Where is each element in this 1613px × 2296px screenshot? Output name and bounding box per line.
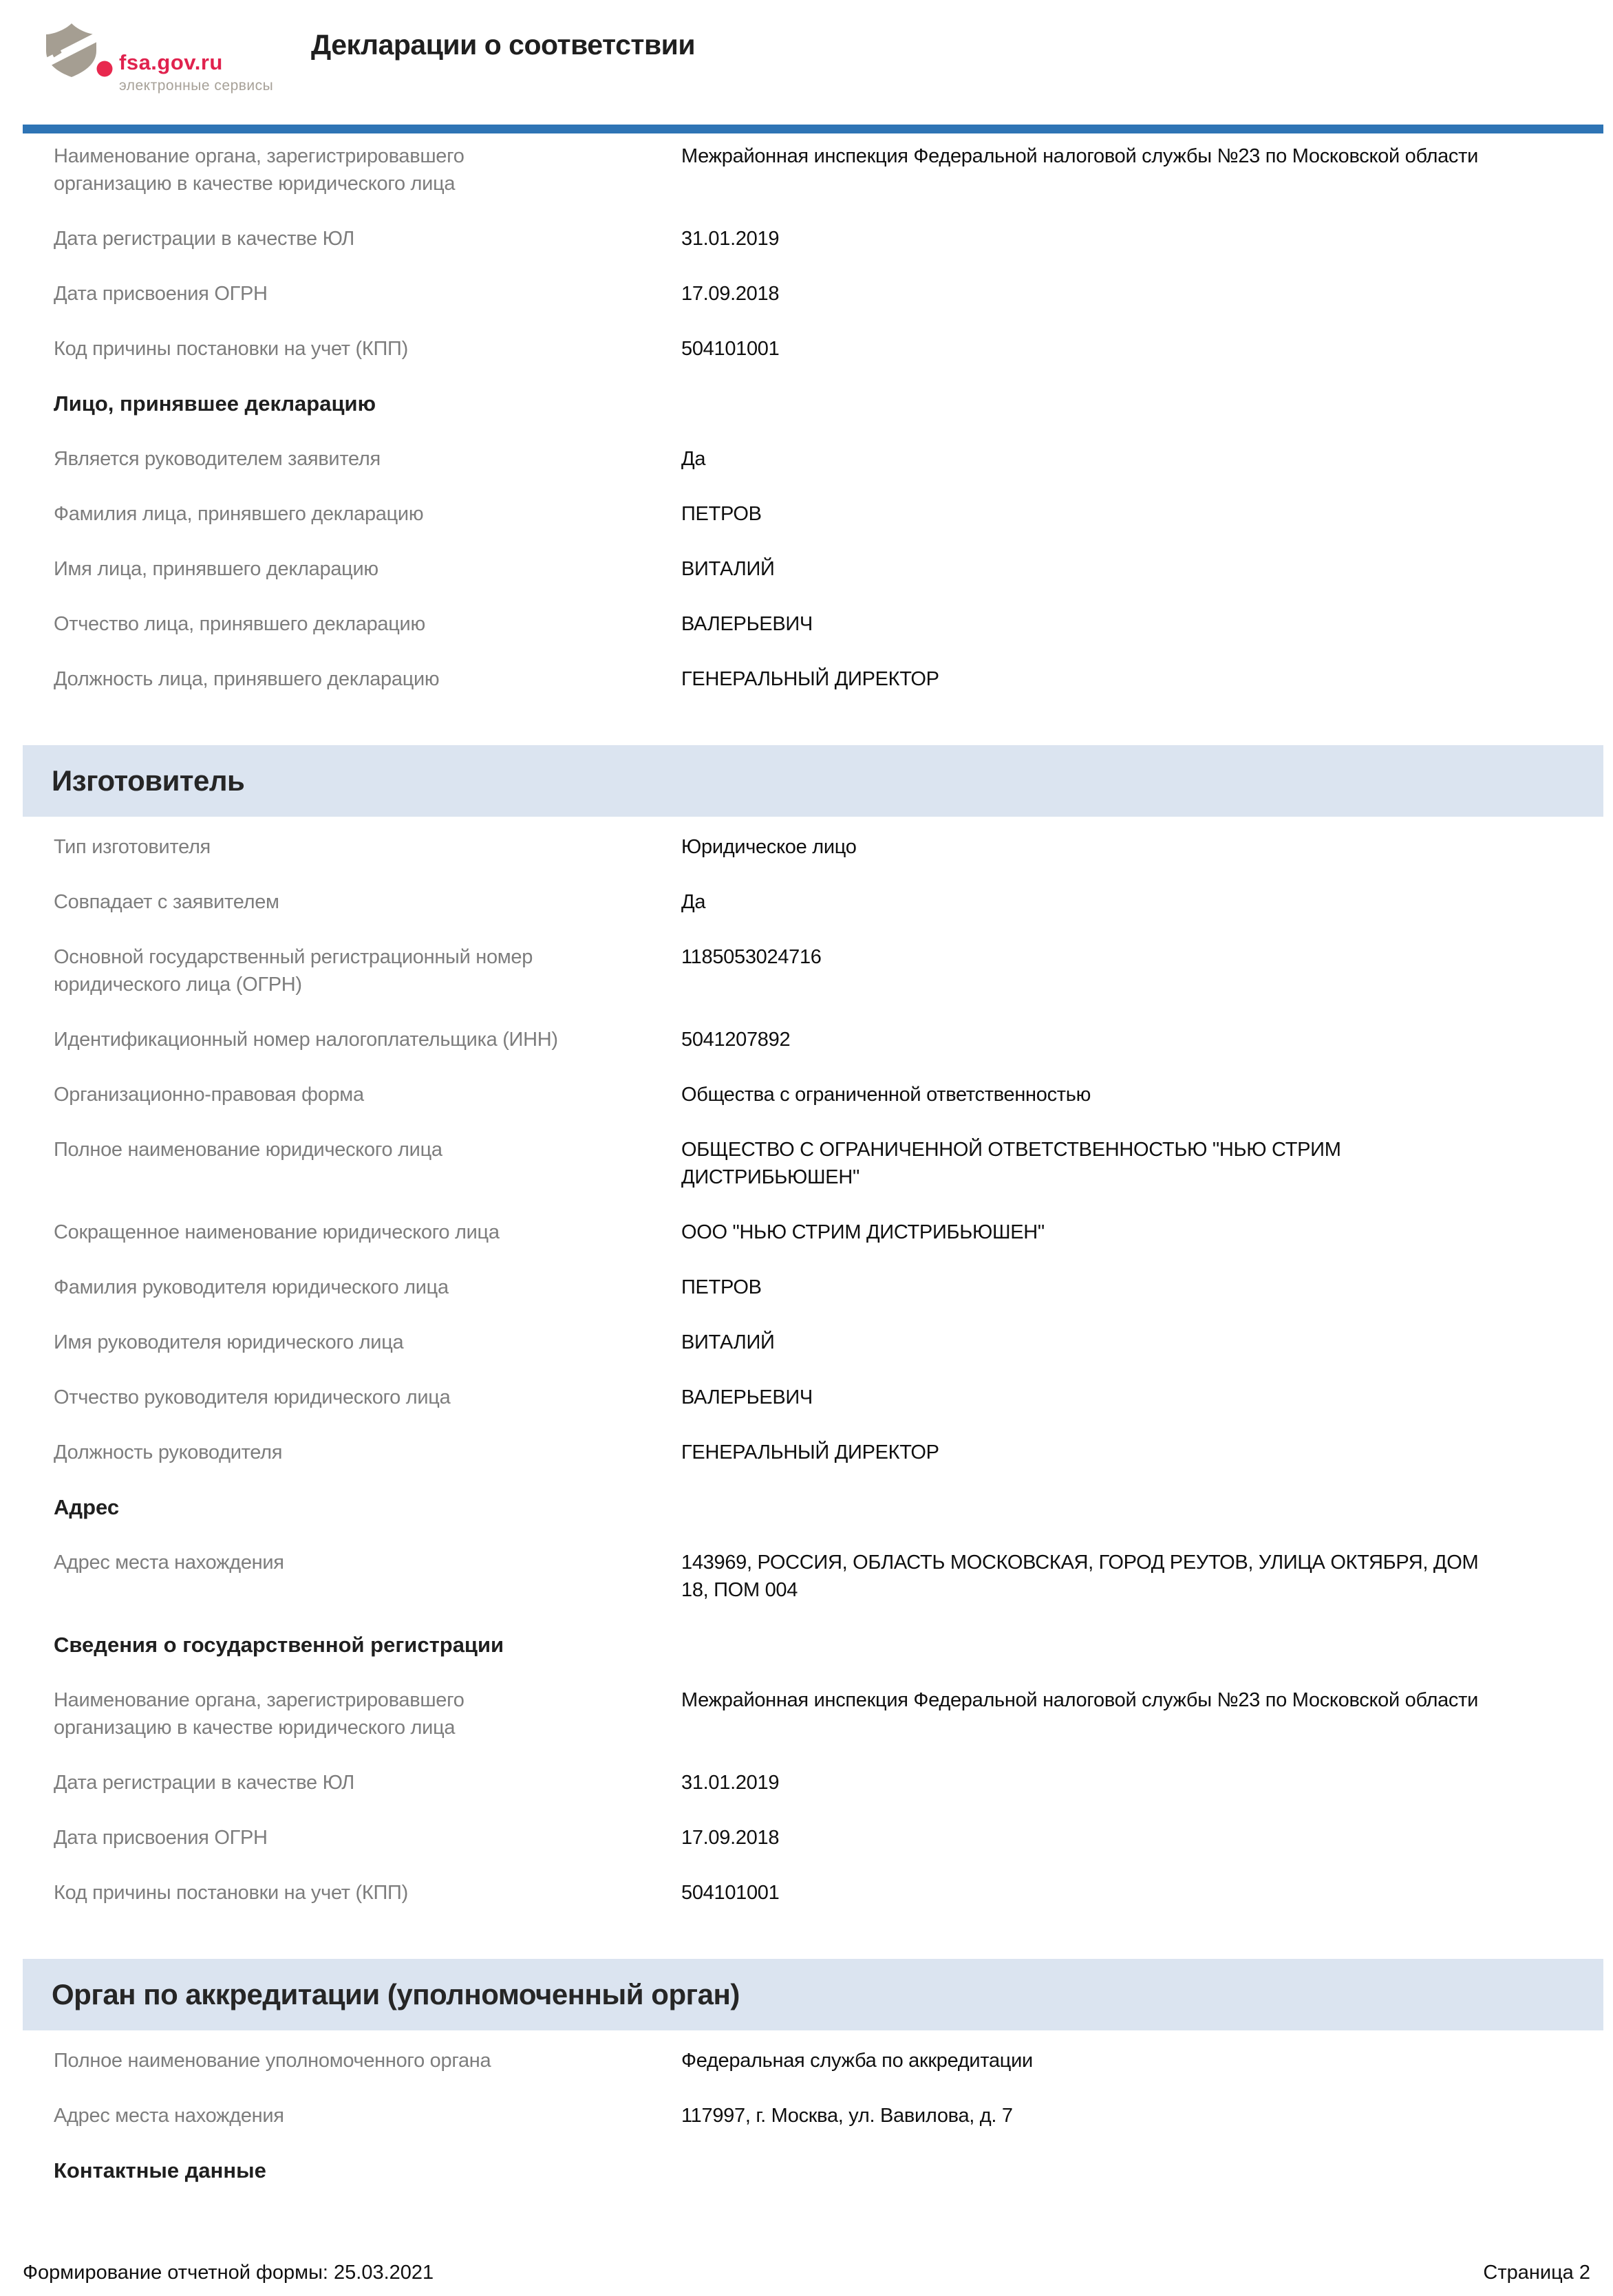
field-label: Дата присвоения ОГРН: [54, 1827, 268, 1849]
field-label: Фамилия руководителя юридического лица: [54, 1276, 449, 1298]
table-row: [54, 500, 1603, 528]
field-label: Отчество руководителя юридического лица: [54, 1386, 451, 1408]
field-value: ВИТАЛИЙ: [681, 1331, 775, 1353]
field-value: ПЕТРОВ: [681, 1276, 762, 1298]
field-label: Дата регистрации в качестве ЮЛ: [54, 1772, 355, 1794]
field-value: Межрайонная инспекция Федеральной налоговой службы №23 по Московской области: [681, 1689, 1479, 1711]
field-label: Должность руководителя: [54, 1441, 283, 1463]
report-generated-date: Формирование отчетной формы: 25.03.2021: [23, 2262, 434, 2284]
table-row: [54, 1136, 1603, 1191]
table-row: [54, 225, 1603, 253]
table-row: [54, 2102, 1603, 2129]
field-value: 1185053024716: [681, 946, 822, 968]
page-title: Декларации о соответствии: [311, 29, 696, 61]
field-label: Совпадает с заявителем: [54, 891, 279, 913]
field-label: Основной государственный регистрационный номер юридического лица (ОГРН): [54, 946, 533, 996]
section-title: Орган по аккредитации (уполномоченный орган): [52, 1978, 740, 2010]
field-label: Фамилия лица, принявшего декларацию: [54, 503, 424, 525]
table-row: [54, 665, 1603, 693]
field-value: ОБЩЕСТВО С ОГРАНИЧЕННОЙ ОТВЕТСТВЕННОСТЬЮ "НЬЮ СТРИМ ДИСТРИБЬЮШЕН": [681, 1139, 1341, 1188]
field-value: Федеральная служба по аккредитации: [681, 2050, 1033, 2072]
table-row: [54, 1384, 1603, 1411]
field-value: 17.09.2018: [681, 283, 780, 305]
logo-text-block: [119, 51, 273, 94]
table-row: [54, 888, 1603, 916]
field-value: ВИТАЛИЙ: [681, 558, 775, 580]
field-value: 504101001: [681, 338, 780, 360]
field-label: Наименование органа, зарегистрировавшего организацию в качестве юридического лица: [54, 1689, 464, 1739]
brand-name: fsa.gov.ru: [119, 50, 223, 74]
field-value: ГЕНЕРАЛЬНЫЙ ДИРЕКТОР: [681, 1441, 939, 1463]
field-value: ВАЛЕРЬЕВИЧ: [681, 1386, 813, 1408]
table-row: [54, 445, 1603, 473]
field-value: 143969, РОССИЯ, ОБЛАСТЬ МОСКОВСКАЯ, ГОРОД РЕУТОВ, УЛИЦА ОКТЯБРЯ, ДОМ 18, ПОМ 004: [681, 1552, 1479, 1601]
field-value: 504101001: [681, 1882, 780, 1904]
table-row: [54, 610, 1603, 638]
field-value: 117997, г. Москва, ул. Вавилова, д. 7: [681, 2105, 1013, 2127]
table-row: [54, 555, 1603, 583]
subsection-title: Сведения о государственной регистрации: [54, 1633, 504, 1657]
brand-tagline: электронные сервисы: [119, 78, 274, 94]
table-row: [54, 1439, 1603, 1466]
table-row: [54, 1219, 1603, 1246]
table-row: [54, 1824, 1603, 1852]
table-row: [54, 335, 1603, 363]
field-label: Должность лица, принявшего декларацию: [54, 668, 440, 690]
field-value: 31.01.2019: [681, 1772, 780, 1794]
section-header-accreditation-body: [23, 1959, 1603, 2030]
table-row: [54, 280, 1603, 308]
field-label: Имя руководителя юридического лица: [54, 1331, 404, 1353]
field-value: Да: [681, 891, 706, 913]
red-dot: [97, 61, 113, 77]
header-divider-bar: [23, 125, 1603, 133]
field-value: ООО "НЬЮ СТРИМ ДИСТРИБЬЮШЕН": [681, 1221, 1045, 1243]
field-value: ПЕТРОВ: [681, 503, 762, 525]
field-label: Адрес места нахождения: [54, 2105, 284, 2127]
subsection-title: Контактные данные: [54, 2158, 266, 2182]
page-header: [0, 0, 1613, 125]
table-row: [54, 1879, 1603, 1907]
field-label: Полное наименование юридического лица: [54, 1139, 442, 1161]
field-label: Тип изготовителя: [54, 836, 211, 858]
field-label: Код причины постановки на учет (КПП): [54, 338, 408, 360]
field-value: ВАЛЕРЬЕВИЧ: [681, 613, 813, 635]
field-value: Да: [681, 448, 706, 470]
table-row: [54, 1686, 1603, 1741]
table-row: [54, 943, 1603, 998]
field-label: Дата присвоения ОГРН: [54, 283, 268, 305]
field-label: Дата регистрации в качестве ЮЛ: [54, 228, 355, 250]
field-value: Межрайонная инспекция Федеральной налоговой службы №23 по Московской области: [681, 145, 1479, 167]
subsection-title: Адрес: [54, 1495, 120, 1519]
field-label: Полное наименование уполномоченного органа: [54, 2050, 491, 2072]
table-row: [54, 833, 1603, 861]
field-label: Код причины постановки на учет (КПП): [54, 1882, 408, 1904]
field-label: Идентификационный номер налогоплательщика (ИНН): [54, 1029, 558, 1051]
field-label: Сокращенное наименование юридического лица: [54, 1221, 500, 1243]
field-value: 5041207892: [681, 1029, 791, 1051]
field-label: Является руководителем заявителя: [54, 448, 381, 470]
table-row: [54, 1081, 1603, 1108]
field-label: Отчество лица, принявшего декларацию: [54, 613, 425, 635]
table-row: [54, 1274, 1603, 1301]
field-value: 31.01.2019: [681, 228, 780, 250]
section-header-manufacturer: [23, 745, 1603, 817]
subsection-title: Лицо, принявшее декларацию: [54, 391, 376, 416]
declaration-table: [23, 142, 1603, 2212]
table-row: [54, 2047, 1603, 2074]
page-footer: [23, 2260, 1590, 2285]
field-value: 17.09.2018: [681, 1827, 780, 1849]
field-value: ГЕНЕРАЛЬНЫЙ ДИРЕКТОР: [681, 668, 939, 690]
field-label: Адрес места нахождения: [54, 1552, 284, 1574]
field-value: Юридическое лицо: [681, 836, 857, 858]
page-number: Страница 2: [1483, 2262, 1590, 2284]
section-title: Изготовитель: [52, 764, 245, 797]
table-row: [54, 142, 1603, 197]
field-label: Организационно-правовая форма: [54, 1084, 364, 1106]
field-label: Имя лица, принявшего декларацию: [54, 558, 378, 580]
table-row: [54, 1549, 1603, 1604]
field-label: Наименование органа, зарегистрировавшего организацию в качестве юридического лица: [54, 145, 464, 195]
table-row: [54, 1769, 1603, 1796]
table-row: [54, 1026, 1603, 1053]
field-value: Общества с ограниченной ответственностью: [681, 1084, 1091, 1106]
table-row: [54, 1329, 1603, 1356]
